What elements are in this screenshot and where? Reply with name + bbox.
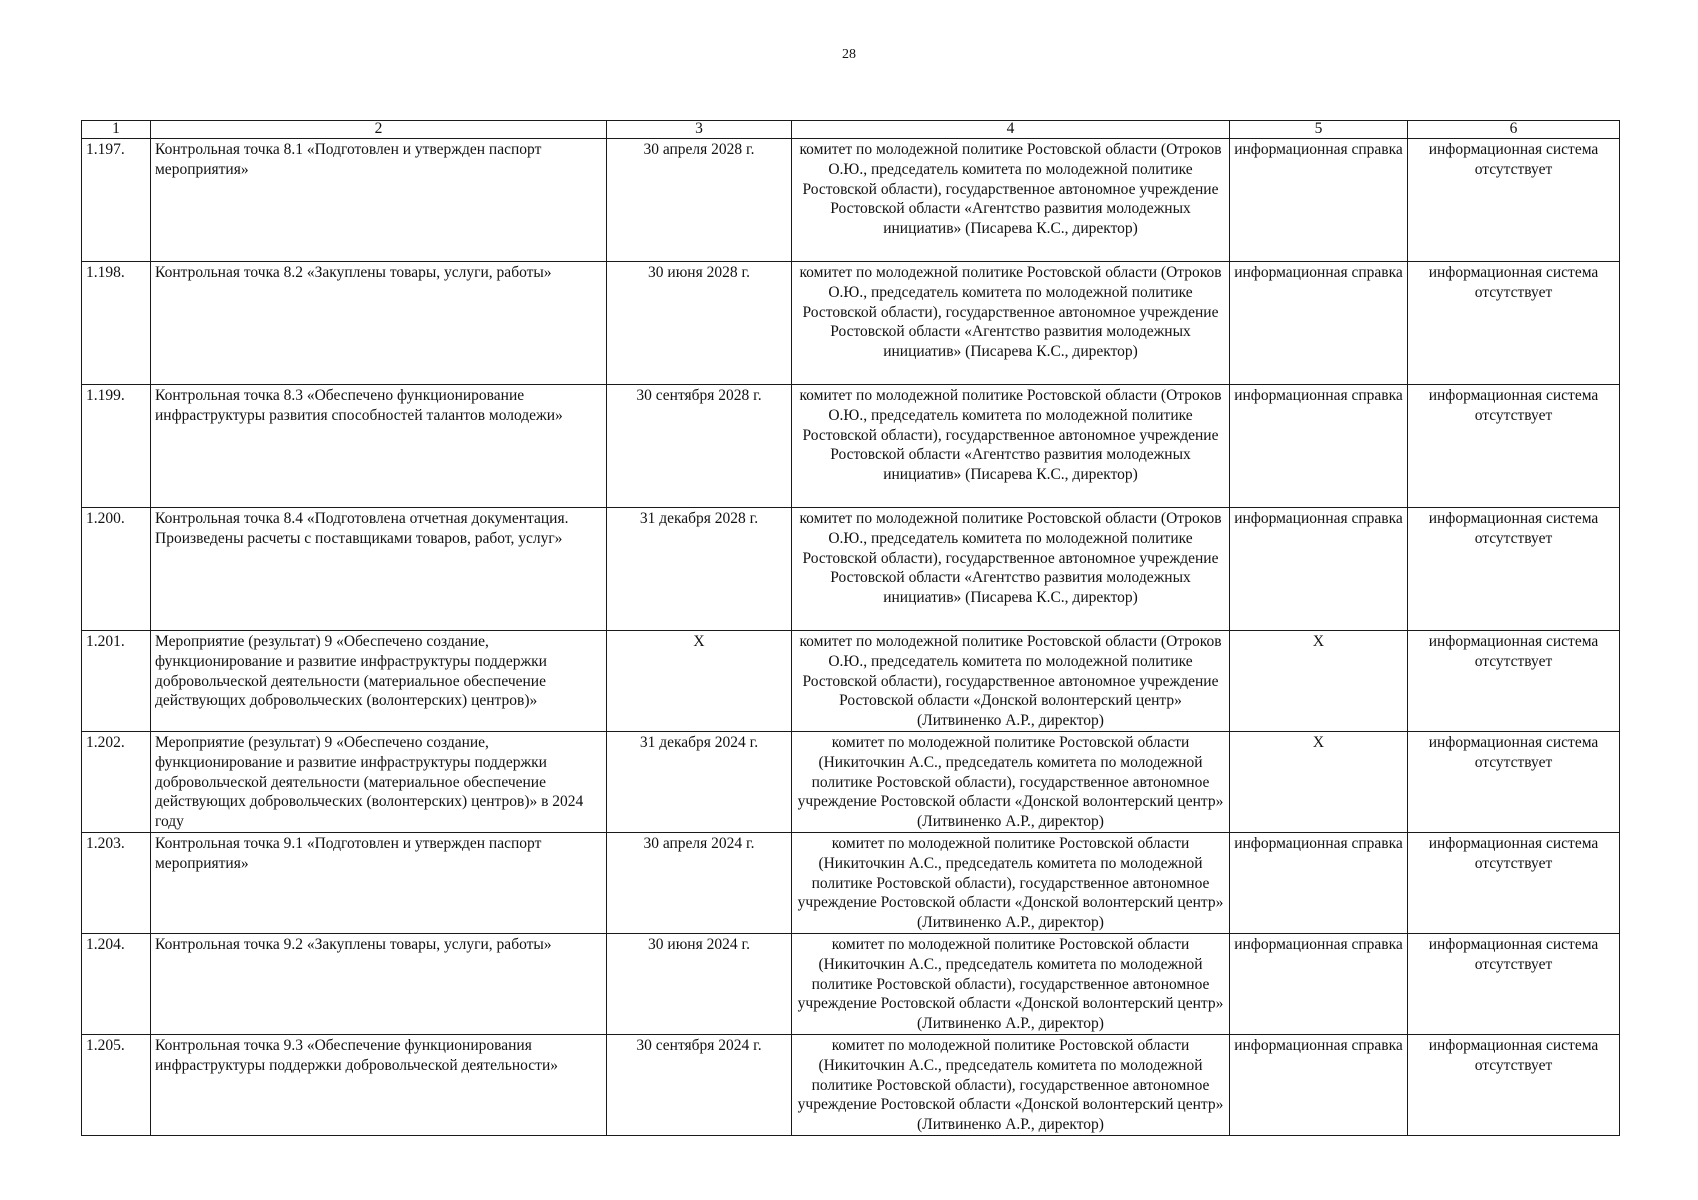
row-system: информационная система отсутствует (1408, 731, 1620, 832)
row-document: Х (1230, 731, 1408, 832)
row-number: 1.201. (82, 631, 151, 732)
row-document: информационная справка (1230, 933, 1408, 1034)
row-name: Мероприятие (результат) 9 «Обеспечено создание, функционирование и развитие инфраструктуры поддержки добровольческой деятельности (материальное обеспечение действующих добровольческих (волонтерских) центров)» (151, 631, 607, 732)
row-document: Х (1230, 631, 1408, 732)
page-number: 28 (842, 47, 856, 62)
row-document: информационная справка (1230, 385, 1408, 508)
row-responsible: комитет по молодежной политике Ростовской области (Никиточкин А.С., председатель комитета по молодежной политике Ростовской области), государственное автономное учреждение Ростовской области «Донской волонтерский центр» (Литвиненко А.Р., директор) (792, 933, 1230, 1034)
column-header-2: 2 (151, 121, 607, 139)
row-responsible: комитет по молодежной политике Ростовской области (Никиточкин А.С., председатель комитета по молодежной политике Ростовской области), государственное автономное учреждение Ростовской области «Донской волонтерский центр» (Литвиненко А.Р., директор) (792, 1034, 1230, 1135)
row-responsible: комитет по молодежной политике Ростовской области (Отроков О.Ю., председатель комитета по молодежной политике Ростовской области), государственное автономное учреждение Ростовской области «Агентство развития молодежных инициатив» (Писарева К.С., директор) (792, 139, 1230, 262)
table-row (82, 731, 1620, 832)
column-header-3: 3 (607, 121, 792, 139)
row-document: информационная справка (1230, 139, 1408, 262)
row-system: информационная система отсутствует (1408, 832, 1620, 933)
row-number: 1.204. (82, 933, 151, 1034)
table-row (82, 832, 1620, 933)
row-number: 1.200. (82, 508, 151, 631)
table-row (82, 933, 1620, 1034)
row-document: информационная справка (1230, 832, 1408, 933)
table-row (82, 508, 1620, 631)
row-name: Контрольная точка 8.4 «Подготовлена отчетная документация. Произведены расчеты с поставщиками товаров, работ, услуг» (151, 508, 607, 631)
row-responsible: комитет по молодежной политике Ростовской области (Никиточкин А.С., председатель комитета по молодежной политике Ростовской области), государственное автономное учреждение Ростовской области «Донской волонтерский центр» (Литвиненко А.Р., директор) (792, 731, 1230, 832)
row-name: Контрольная точка 8.3 «Обеспечено функционирование инфраструктуры развития способностей талантов молодежи» (151, 385, 607, 508)
row-date: 30 сентября 2028 г. (607, 385, 792, 508)
row-date: Х (607, 631, 792, 732)
row-system: информационная система отсутствует (1408, 933, 1620, 1034)
table-row (82, 1034, 1620, 1135)
row-name: Контрольная точка 8.2 «Закуплены товары, услуги, работы» (151, 262, 607, 385)
row-responsible: комитет по молодежной политике Ростовской области (Отроков О.Ю., председатель комитета по молодежной политике Ростовской области), государственное автономное учреждение Ростовской области «Агентство развития молодежных инициатив» (Писарева К.С., директор) (792, 262, 1230, 385)
row-date: 31 декабря 2024 г. (607, 731, 792, 832)
row-responsible: комитет по молодежной политике Ростовской области (Никиточкин А.С., председатель комитета по молодежной политике Ростовской области), государственное автономное учреждение Ростовской области «Донской волонтерский центр» (Литвиненко А.Р., директор) (792, 832, 1230, 933)
row-number: 1.203. (82, 832, 151, 933)
row-system: информационная система отсутствует (1408, 508, 1620, 631)
table-row (82, 631, 1620, 732)
row-number: 1.205. (82, 1034, 151, 1135)
table-row (82, 385, 1620, 508)
row-date: 31 декабря 2028 г. (607, 508, 792, 631)
column-header-1: 1 (82, 121, 151, 139)
row-system: информационная система отсутствует (1408, 262, 1620, 385)
row-date: 30 июня 2028 г. (607, 262, 792, 385)
row-responsible: комитет по молодежной политике Ростовской области (Отроков О.Ю., председатель комитета по молодежной политике Ростовской области), государственное автономное учреждение Ростовской области «Агентство развития молодежных инициатив» (Писарева К.С., директор) (792, 508, 1230, 631)
row-name: Мероприятие (результат) 9 «Обеспечено создание, функционирование и развитие инфраструктуры поддержки добровольческой деятельности (материальное обеспечение действующих добровольческих (волонтерских) центров)» в 2024 году (151, 731, 607, 832)
row-document: информационная справка (1230, 1034, 1408, 1135)
row-date: 30 апреля 2024 г. (607, 832, 792, 933)
row-number: 1.197. (82, 139, 151, 262)
row-name: Контрольная точка 9.2 «Закуплены товары, услуги, работы» (151, 933, 607, 1034)
column-header-5: 5 (1230, 121, 1408, 139)
row-name: Контрольная точка 9.1 «Подготовлен и утвержден паспорт мероприятия» (151, 832, 607, 933)
column-header-4: 4 (792, 121, 1230, 139)
table-row (82, 262, 1620, 385)
row-system: информационная система отсутствует (1408, 139, 1620, 262)
row-document: информационная справка (1230, 262, 1408, 385)
column-number-row (82, 121, 1620, 139)
row-name: Контрольная точка 8.1 «Подготовлен и утвержден паспорт мероприятия» (151, 139, 607, 262)
column-header-6: 6 (1408, 121, 1620, 139)
row-number: 1.199. (82, 385, 151, 508)
row-system: информационная система отсутствует (1408, 631, 1620, 732)
row-responsible: комитет по молодежной политике Ростовской области (Отроков О.Ю., председатель комитета по молодежной политике Ростовской области), государственное автономное учреждение Ростовской области «Донской волонтерский центр» (Литвиненко А.Р., директор) (792, 631, 1230, 732)
row-date: 30 сентября 2024 г. (607, 1034, 792, 1135)
row-system: информационная система отсутствует (1408, 1034, 1620, 1135)
row-number: 1.198. (82, 262, 151, 385)
row-name: Контрольная точка 9.3 «Обеспечение функционирования инфраструктуры поддержки добровольческой деятельности» (151, 1034, 607, 1135)
row-responsible: комитет по молодежной политике Ростовской области (Отроков О.Ю., председатель комитета по молодежной политике Ростовской области), государственное автономное учреждение Ростовской области «Агентство развития молодежных инициатив» (Писарева К.С., директор) (792, 385, 1230, 508)
row-date: 30 июня 2024 г. (607, 933, 792, 1034)
plan-table (81, 120, 1620, 1136)
row-document: информационная справка (1230, 508, 1408, 631)
row-date: 30 апреля 2028 г. (607, 139, 792, 262)
row-system: информационная система отсутствует (1408, 385, 1620, 508)
table-row (82, 139, 1620, 262)
row-number: 1.202. (82, 731, 151, 832)
